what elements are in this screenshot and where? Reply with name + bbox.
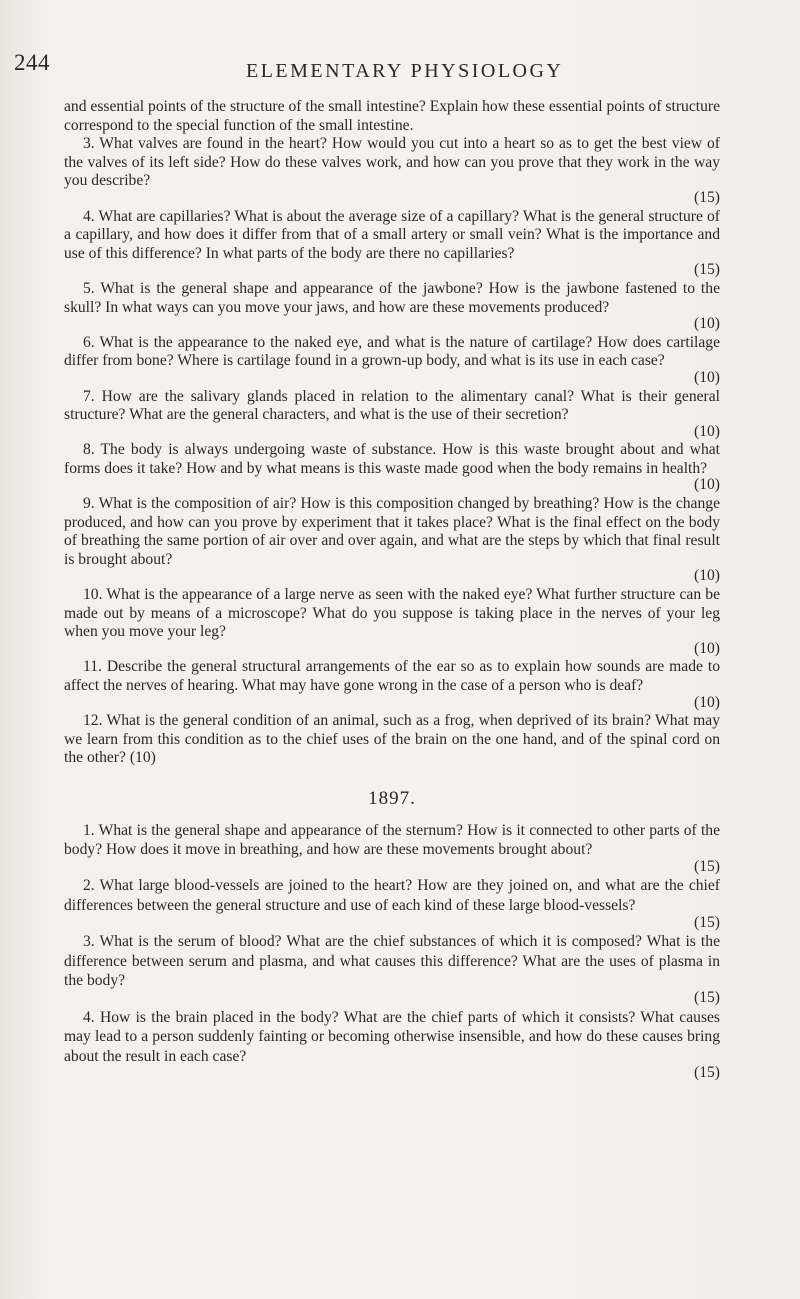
question-3-marks: (15) — [694, 188, 720, 206]
question-5-marks: (10) — [694, 315, 720, 333]
question-6-marks: (10) — [694, 368, 720, 386]
question-12-marks: (10) — [129, 749, 156, 767]
question-3: 3. What valves are found in the heart? How would you cut into a heart so as to get the best view of the valves of its left side? How do these valves work, and how can you prove that they work in the way you describe? — [64, 135, 720, 190]
exam-1897-question-2: 2. What large blood-vessels are joined to the heart? How are they joined on, and what are the chief differences between the general structure and use of each kind of these large blood-vessels? — [64, 877, 720, 914]
exam-1897-question-1: 1. What is the general shape and appearance of the sternum? How is it connected to other parts of the body? How does it move in breathing, and how are these movements brought about? — [64, 821, 720, 859]
question-4: 4. What are capillaries? What is about the average size of a capillary? What is the general structure of a capillary, and how does it differ from that of a small artery or small vein? What is the importance and use of this difference? In what parts of the body are there no capillaries? — [64, 207, 720, 262]
question-10-text — [64, 586, 720, 642]
question-8-text — [64, 441, 720, 478]
question-10-marks: (10) — [694, 639, 720, 657]
question-7-marks: (10) — [694, 422, 720, 440]
page-number: 244 — [14, 50, 50, 75]
exam-1897-question-1-marks: (15) — [694, 857, 720, 875]
question-7-text — [64, 388, 720, 425]
question-6-text — [64, 334, 720, 371]
question-11-text — [64, 658, 720, 695]
exam-1897-question-4: 4. How is the brain placed in the body? What are the chief parts of which it consists? What causes may lead to a person suddenly fainting or becoming otherwise insensible, and how do these causes bring about the result in each case? — [64, 1008, 720, 1065]
question-5: 5. What is the general shape and appearance of the jawbone? How is the jawbone fastened to the skull? In what ways can you move your jaws, and how are these movements produced? — [64, 279, 720, 316]
exam-1897-question-2-text — [64, 876, 720, 915]
question-8: 8. The body is always undergoing waste of substance. How is this waste brought about and what forms does it take? How and by what means is this waste made good when the body remains in health? — [64, 441, 720, 477]
question-9-marks: (10) — [694, 567, 720, 585]
exam-1897-question-3-text — [64, 932, 720, 991]
running-title: ELEMENTARY PHYSIOLOGY — [246, 60, 564, 82]
question-continuation: and essential points of the structure of the small intestine? Explain how these essential points of structure correspond to the special function of the small intestine. — [64, 98, 720, 134]
question-4-text — [64, 208, 720, 264]
question-6: 6. What is the appearance to the naked eye, and what is the nature of cartilage? How does cartilage differ from bone? Where is cartilage found in a grown-up body, and what is its use in each case? — [64, 333, 720, 370]
question-3-text — [64, 135, 720, 191]
question-8-marks: (10) — [694, 476, 720, 494]
question-9-text — [64, 495, 720, 569]
question-12-text — [64, 712, 720, 768]
question-9: 9. What is the composition of air? How is this composition changed by breathing? How is the change produced, and how can you prove by experiment that it takes place? What is the final effect on the body of breathing the same portion of air over and over again, and what are the steps by which that final result is brought about? — [64, 495, 720, 568]
exam-1897-question-1-text — [64, 821, 720, 860]
question-11-marks: (10) — [694, 693, 720, 711]
question-10: 10. What is the appearance of a large nerve as seen with the naked eye? What further structure can be made out by means of a microscope? What do you suppose is taking place in the nerves of your leg when you move your leg? — [64, 586, 720, 641]
page-body — [64, 98, 720, 1083]
exam-1897-question-4-marks: (15) — [694, 1064, 720, 1082]
question-12: 12. What is the general condition of an animal, such as a frog, when deprived of its brain? What may we learn from this condition as to the chief uses of the brain on the one hand, and of the spinal cord on the other? — [64, 712, 720, 767]
exam-1897-question-2-marks: (15) — [694, 913, 720, 931]
question-7: 7. How are the salivary glands placed in relation to the alimentary canal? What is their general structure? What are the general characters, and what is the use of their secretion? — [64, 387, 720, 424]
question-4-marks: (15) — [694, 261, 720, 279]
question-11: 11. Describe the general structural arrangements of the ear so as to explain how sounds are made to affect the nerves of hearing. What may have gone wrong in the case of a person who is deaf? — [64, 658, 720, 694]
question-5-text — [64, 280, 720, 317]
exam-1897-question-3: 3. What is the serum of blood? What are the chief substances of which it is composed? What is the difference between serum and plasma, and what causes this difference? What are the uses of plasma in the body? — [64, 933, 720, 990]
exam-1897 — [64, 821, 720, 1083]
year-heading: 1897. — [368, 787, 416, 809]
exam-1897-question-4-text — [64, 1008, 720, 1067]
exam-1897-question-3-marks: (15) — [694, 988, 720, 1006]
